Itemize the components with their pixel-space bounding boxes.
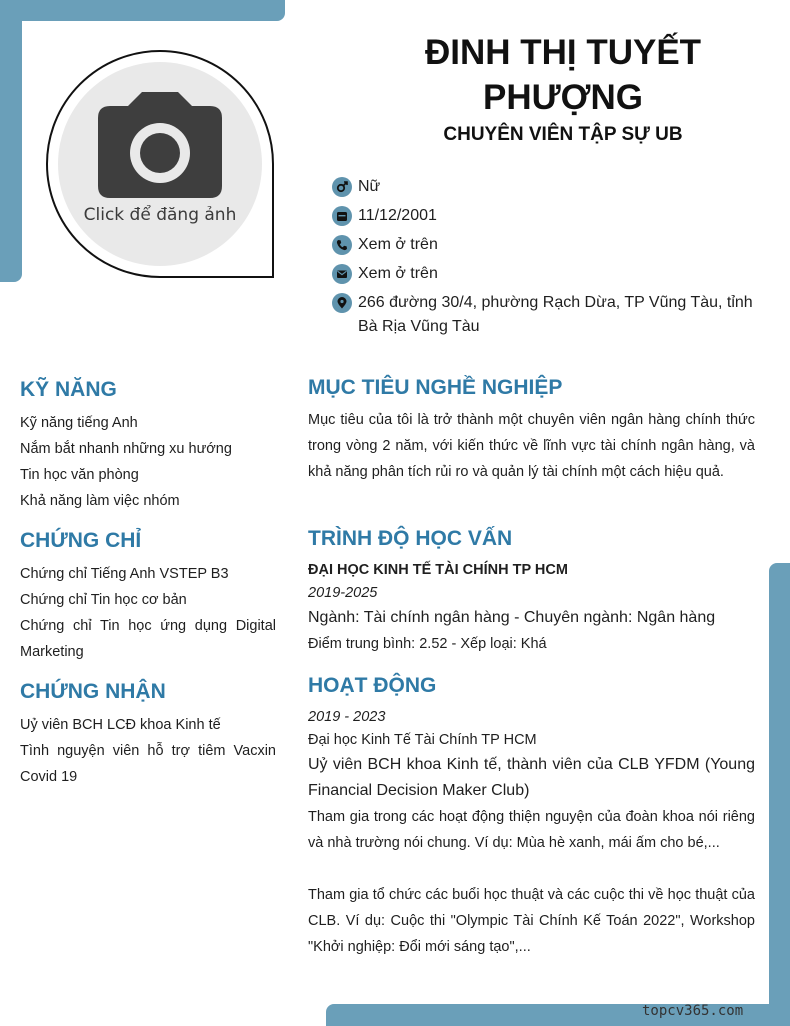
education-gpa: Điểm trung bình: 2.52 - Xếp loại: Khá bbox=[308, 636, 547, 652]
camera-icon[interactable] bbox=[98, 92, 222, 198]
award-item: Uỷ viên BCH LCĐ khoa Kinh tế bbox=[20, 717, 221, 733]
contact-birthday-text: 11/12/2001 bbox=[358, 207, 437, 224]
candidate-name: ĐINH THỊ TUYẾT PHƯỢNG bbox=[424, 33, 702, 117]
education-major: Ngành: Tài chính ngân hàng - Chuyên ngành: Ngân hàng bbox=[308, 609, 716, 626]
activities-detail: Tham gia tổ chức các buổi học thuật và các cuộc thi về học thuật của CLB. Ví dụ: Cuộc thi "Olympic Tài Chính Kế Toán 2022", Workshop "Khởi nghiệp: Đổi mới sáng tạo",... bbox=[308, 887, 755, 955]
gender-icon bbox=[332, 177, 352, 197]
award-item: Tình nguyện viên hỗ trợ tiêm Vacxin Covid 19 bbox=[20, 743, 276, 785]
calendar-icon bbox=[332, 206, 352, 226]
job-title: CHUYÊN VIÊN TẬP SỰ UB bbox=[443, 124, 683, 145]
activities-organization: Đại học Kinh Tế Tài Chính TP HCM bbox=[308, 732, 537, 748]
education-title: TRÌNH ĐỘ HỌC VẤN bbox=[308, 527, 513, 550]
watermark: topcv365.com bbox=[642, 1003, 744, 1019]
activities-detail: Tham gia trong các hoạt động thiện nguyện của đoàn khoa nói riêng và nhà trường nói chung. Ví dụ: Mùa hè xanh, mái ấm cho bé,... bbox=[308, 809, 755, 851]
location-icon bbox=[332, 293, 352, 313]
decor-bar-left bbox=[0, 0, 22, 282]
objective-text: Mục tiêu của tôi là trở thành một chuyên viên ngân hàng chính thức trong vòng 2 năm, với kiến thức về lĩnh vực tài chính ngân hàng, và khả năng phân tích rủi ro và quản lý tài chính một cách hiệu quả. bbox=[308, 412, 755, 480]
photo-upload-caption[interactable]: Click để đăng ảnh bbox=[83, 205, 237, 225]
skill-item: Tin học văn phòng bbox=[20, 467, 139, 483]
contact-email-text: Xem ở trên bbox=[358, 265, 438, 282]
contact-phone-text: Xem ở trên bbox=[358, 236, 438, 253]
email-icon bbox=[332, 264, 352, 284]
activities-period: 2019 - 2023 bbox=[308, 709, 386, 725]
skill-item: Nắm bắt nhanh những xu hướng bbox=[20, 441, 232, 457]
decor-bar-right bbox=[769, 563, 790, 1026]
objective-title: MỤC TIÊU NGHỀ NGHIỆP bbox=[308, 376, 563, 399]
skills-title: KỸ NĂNG bbox=[20, 378, 117, 401]
education-school: ĐẠI HỌC KINH TẾ TÀI CHÍNH TP HCM bbox=[308, 562, 568, 578]
certificate-item: Chứng chỉ Tiếng Anh VSTEP B3 bbox=[20, 566, 229, 582]
decor-bar-top bbox=[0, 0, 285, 21]
education-period: 2019-2025 bbox=[308, 585, 378, 601]
certificate-item: Chứng chỉ Tin học cơ bản bbox=[20, 592, 187, 608]
contact-address-text: 266 đường 30/4, phường Rạch Dừa, TP Vũng Tàu, tỉnh Bà Rịa Vũng Tàu bbox=[358, 294, 753, 335]
phone-icon bbox=[332, 235, 352, 255]
activities-role: Uỷ viên BCH khoa Kinh tế, thành viên của CLB YFDM (Young Financial Decision Maker Club) bbox=[308, 756, 755, 799]
skill-item: Khả năng làm việc nhóm bbox=[20, 493, 180, 509]
certificate-item: Chứng chỉ Tin học ứng dụng Digital Marketing bbox=[20, 618, 276, 660]
skill-item: Kỹ năng tiếng Anh bbox=[20, 415, 138, 431]
certificates-title: CHỨNG CHỈ bbox=[20, 529, 142, 552]
activities-title: HOẠT ĐỘNG bbox=[308, 674, 437, 697]
contact-gender-text: Nữ bbox=[358, 178, 381, 195]
awards-title: CHỨNG NHẬN bbox=[20, 680, 166, 703]
